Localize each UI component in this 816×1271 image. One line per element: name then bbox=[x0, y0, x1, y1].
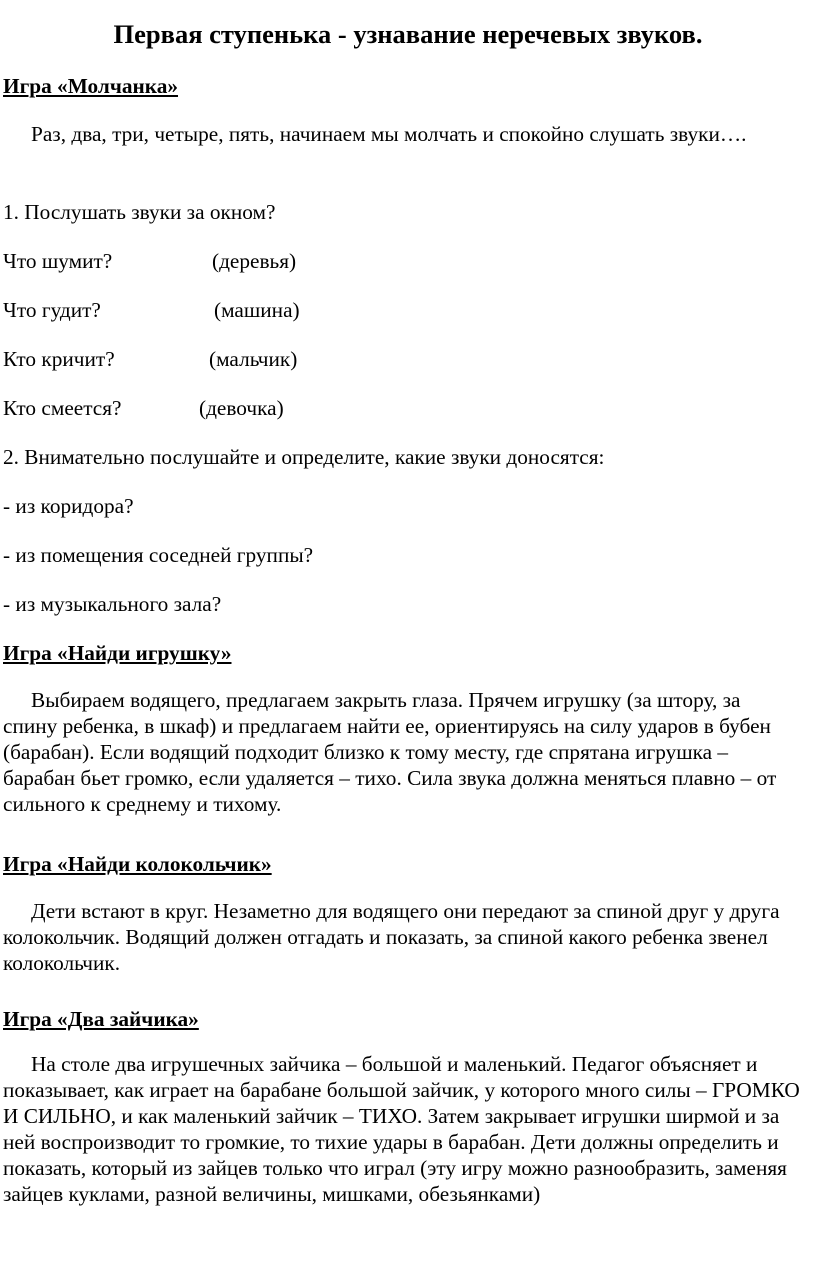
answer-text: (мальчик) bbox=[209, 347, 298, 371]
list-item-1: 1. Послушать звуки за окном? bbox=[3, 200, 276, 224]
answer-text: (машина) bbox=[214, 298, 300, 322]
answer-text: (деревья) bbox=[212, 249, 297, 273]
question-text: Что гудит? bbox=[3, 298, 101, 322]
question-row bbox=[3, 249, 297, 275]
answer-text: (девочка) bbox=[199, 396, 284, 420]
game-heading-najdi-igrushku: Игра «Найди игрушку» bbox=[3, 641, 232, 665]
question-row bbox=[3, 347, 298, 373]
question-row bbox=[3, 298, 300, 324]
game-heading-dva-zajchika: Игра «Два зайчика» bbox=[3, 1007, 199, 1031]
list-item: - из помещения соседней группы? bbox=[3, 543, 314, 567]
game-paragraph: Дети встают в круг. Незаметно для водящего они передают за спиной друг у друга колокольчик. Водящий должен отгадать и показать, за спиной какого ребенка звенел колокольчик. bbox=[3, 899, 780, 975]
list-item: - из коридора? bbox=[3, 494, 134, 518]
question-text: Кто кричит? bbox=[3, 347, 115, 371]
game-heading-molchanka: Игра «Молчанка» bbox=[3, 74, 179, 98]
list-item: - из музыкального зала? bbox=[3, 592, 222, 616]
game-paragraph: На столе два игрушечных зайчика – большой и маленький. Педагог объясняет и показывает, как играет на барабане большой зайчик, у которого много силы – ГРОМКО И СИЛЬНО, и как маленький зайчик – ТИХО. Затем закрывает игрушки ширмой и за ней воспроизводит то громкие, то тихие удары в барабан. Дети должны определить и показать, который из зайцев только что играл (эту игру можно разнообразить, заменяя зайцев куклами, разной величины, мишками, обезьянками) bbox=[3, 1052, 800, 1206]
page-title: Первая ступенька - узнавание неречевых звуков. bbox=[113, 19, 703, 49]
question-text: Кто смеется? bbox=[3, 396, 122, 420]
game-paragraph: Выбираем водящего, предлагаем закрыть глаза. Прячем игрушку (за штору, за спину ребенка, в шкаф) и предлагаем найти ее, ориентируясь на силу ударов в бубен (барабан). Если водящий подходит близко к тому месту, где спрятана игрушка – барабан бьет громко, если удаляется – тихо. Сила звука должна меняться плавно – от сильного к среднему и тихому. bbox=[3, 688, 777, 816]
question-text: Что шумит? bbox=[3, 249, 113, 273]
question-row bbox=[3, 396, 284, 422]
game-intro-paragraph: Раз, два, три, четыре, пять, начинаем мы молчать и спокойно слушать звуки…. bbox=[31, 122, 747, 146]
list-item-2: 2. Внимательно послушайте и определите, какие звуки доносятся: bbox=[3, 445, 605, 469]
game-heading-najdi-kolokolchik: Игра «Найди колокольчик» bbox=[3, 852, 272, 876]
